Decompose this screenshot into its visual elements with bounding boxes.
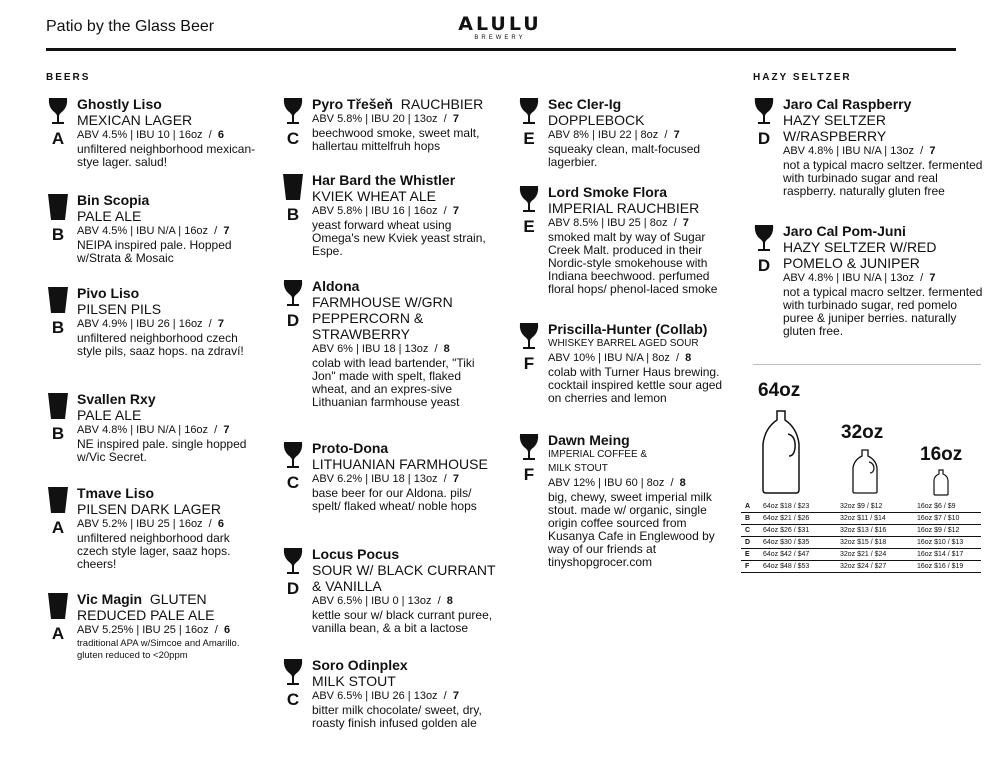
seltzer-stats: ABV 4.8% | IBU N/A | 13oz / 7 [783,145,936,157]
beer-price: 7 [452,690,459,702]
beers-section-label: BEERS [46,72,91,83]
beer-abv-ibu-size: ABV 6.5% | IBU 26 | 13oz [312,690,438,702]
beer-style: FARMHOUSE W/GRN PEPPERCORN & STRAWBERRY [312,294,453,342]
teku-glass-icon [281,278,305,308]
seltzer-abv-ibu-size: ABV 4.8% | IBU N/A | 13oz [783,145,915,157]
price-grade: A [51,129,65,148]
beer-name: Ghostly Liso [77,96,162,112]
beer-price: 6 [223,624,231,636]
beer-abv-ibu-size: ABV 5.8% | IBU 20 | 13oz [312,113,438,125]
price-grade: A [51,518,65,537]
beer-item-tmave-liso [51,485,262,571]
table-cell-16oz: 16oz $10 / $13 [917,539,964,546]
beer-name: Dawn Meing [548,432,630,448]
seltzer-item-raspberry [757,96,983,198]
table-cell-grade: C [745,527,751,534]
table-cell-32oz: 32oz $15 / $18 [840,539,887,546]
beer-abv-ibu-size: ABV 5.8% | IBU 16 | 16oz [312,205,438,217]
beer-price: 7 [452,113,459,125]
table-cell-64oz: 64oz $26 / $31 [763,527,810,534]
beer-price: 8 [679,477,686,489]
table-row [741,525,981,537]
beer-price: 6 [217,518,224,530]
seltzer-price: 7 [929,272,936,284]
beer-name-text: Pyro Třešeň [312,96,393,112]
brewery-logo [454,14,546,42]
beer-abv-ibu-size: ABV 10% | IBU N/A | 8oz [548,352,670,364]
seltzer-item-pom-juni [757,223,983,338]
beer-abv-ibu-size: ABV 8% | IBU 22 | 8oz [548,129,659,141]
beer-abv-ibu-size: ABV 8.5% | IBU 25 | 8oz [548,217,668,229]
table-cell-32oz: 32oz $11 / $14 [840,515,886,522]
beer-name: Soro Odinplex [312,657,408,673]
table-cell-16oz: 16oz $14 / $17 [917,551,964,558]
beer-price: 6 [217,129,224,141]
beer-description: colab with Turner Haus brewing. cocktail inspired kettle sour aged on cherries and lemon [548,365,723,405]
beer-stats: ABV 8% | IBU 22 | 8oz / 7 [548,129,680,141]
beer-description: kettle sour w/ black currant puree, vanilla bean, & a bit a lactose [312,608,493,635]
header-rule [46,48,956,51]
beer-price: 7 [223,424,230,436]
price-grade: D [286,579,300,598]
beer-price: 7 [452,205,459,217]
table-cell-64oz: 64oz $30 / $35 [763,539,810,546]
beer-item-lord-smoke-flora [523,184,733,296]
beer-style: REDUCED PALE ALE [77,607,215,623]
seltzer-name: Jaro Cal Raspberry [783,96,912,112]
beer-name: Svallen Rxy [77,391,156,407]
table-cell-64oz: 64oz $42 / $47 [763,551,810,558]
beer-description: unfiltered neighborhood dark czech style lager, saaz hops. cheers! [77,531,231,571]
growler-size-64oz: 64oz [758,380,801,401]
table-cell-32oz: 32oz $24 / $27 [840,563,887,570]
table-cell-grade: B [745,515,751,522]
beer-name [312,96,497,112]
price-grade: B [51,318,65,337]
beer-style-inline: GLUTEN [149,591,207,607]
beer-item-ghostly-liso [51,96,262,169]
beer-item-vic-magin [51,591,262,662]
beer-style: LITHUANIAN FARMHOUSE [312,456,488,472]
beer-stats: ABV 6% | IBU 18 | 13oz / 8 [312,343,450,355]
price-grade: F [523,465,535,484]
beer-description: traditional APA w/Simcoe and Amarillo. gluten reduced to <20ppm [77,638,240,661]
beer-stats: ABV 12% | IBU 60 | 8oz / 8 [548,477,686,489]
beer-item-proto-dona [286,440,497,513]
beer-style: PILSEN PILS [77,301,162,317]
beer-name: Pivo Liso [77,285,140,301]
beer-style: IMPERIAL RAUCHBIER [548,200,700,216]
table-row [741,513,981,525]
beer-description: unfiltered neighborhood mexican-stye lager. salud! [77,142,256,169]
pint-glass-icon [46,485,70,515]
beer-abv-ibu-size: ABV 4.5% | IBU 10 | 16oz [77,129,203,141]
beer-name: Priscilla-Hunter (Collab) [548,321,708,337]
beer-style: PILSEN DARK LAGER [77,501,221,517]
beer-name: Bin Scopia [77,192,150,208]
beer-name: Sec Cler-Ig [548,96,622,112]
beer-name: Lord Smoke Flora [548,184,668,200]
growler-16oz-icon [932,469,950,496]
teku-glass-icon [281,440,305,470]
table-cell-16oz: 16oz $16 / $19 [917,563,964,570]
table-cell-32oz: 32oz $21 / $24 [840,551,887,558]
beer-stats: ABV 4.9% | IBU 26 | 16oz / 7 [77,318,224,330]
growler-size-16oz: 16oz [920,444,963,465]
beer-price: 7 [223,225,230,237]
beer-item-svallen-rxy [51,391,262,464]
beer-description: colab with lead bartender, "Tiki Jon" made with spelt, flaked wheat, and an expres-sive Lithuanian farmhouse yeast [312,356,475,409]
growler-32oz-icon [851,448,879,495]
teku-glass-icon [517,432,541,462]
beer-item-sec-cler-ig [523,96,733,169]
beer-description: base beer for our Aldona. pils/ spelt/ flaked wheat/ noble hops [312,486,477,513]
beer-item-locus-pocus [286,546,497,635]
seltzer-style: HAZY SELTZER W/RASPBERRY [783,112,887,144]
beer-item-soro-odinplex [286,657,497,730]
beer-price: 8 [443,343,450,355]
beer-description: beechwood smoke, sweet malt, hallertau mittelfruh hops [312,126,480,153]
beer-stats: ABV 4.8% | IBU N/A | 16oz / 7 [77,424,230,436]
table-cell-32oz: 32oz $9 / $12 [840,503,883,510]
price-grade: D [757,256,771,275]
seltzer-description: not a typical macro seltzer. fermented with turbinado sugar, red pomelo puree & juniper berries. naturally gluten free. [783,285,983,338]
logo-wordmark: ALULU [458,13,542,35]
beer-style: MEXICAN LAGER [77,112,193,128]
beer-item-pivo-liso [51,285,262,358]
price-grade: C [286,473,300,492]
price-grade: A [51,624,65,643]
beer-description: unfiltered neighborhood czech style pils, saaz hops. na zdraví! [77,331,244,358]
logo-subtitle: BREWERY [474,35,526,41]
beer-name [77,591,262,607]
beer-abv-ibu-size: ABV 5.25% | IBU 25 | 16oz [77,624,209,636]
beer-item-priscilla-hunter [523,321,733,405]
teku-glass-icon [752,223,776,253]
beer-abv-ibu-size: ABV 4.8% | IBU N/A | 16oz [77,424,209,436]
beer-name: Locus Pocus [312,546,400,562]
teku-glass-icon [46,96,70,126]
pint-glass-icon [46,192,70,222]
beer-style: WHISKEY BARREL AGED SOUR [548,338,699,349]
price-grade: E [523,217,535,236]
beer-description: NEIPA inspired pale. Hopped w/Strata & Mosaic [77,238,232,265]
beer-stats: ABV 6.5% | IBU 26 | 13oz / 7 [312,690,459,702]
price-grade: F [523,354,535,373]
pint-glass-icon [281,172,305,202]
beer-style: KVIEK WHEAT ALE [312,188,436,204]
seltzer-abv-ibu-size: ABV 4.8% | IBU N/A | 13oz [783,272,915,284]
seltzer-price: 7 [929,145,936,157]
seltzer-stats: ABV 4.8% | IBU N/A | 13oz / 7 [783,272,936,284]
table-cell-16oz: 16oz $7 / $10 [917,515,960,522]
beer-name: Tmave Liso [77,485,155,501]
beer-stats: ABV 8.5% | IBU 25 | 8oz / 7 [548,217,689,229]
beer-description: squeaky clean, malt-focused lagerbier. [548,142,701,169]
growler-64oz-icon [759,408,803,495]
table-row [741,561,981,573]
table-cell-64oz: 64oz $21 / $26 [763,515,810,522]
beer-stats: ABV 6.5% | IBU 0 | 13oz / 8 [312,595,453,607]
seltzer-section-label: HAZY SELTZER [753,72,852,83]
teku-glass-icon [281,96,305,126]
price-grade: D [286,311,300,330]
beer-name: Har Bard the Whistler [312,172,456,188]
seltzer-style: HAZY SELTZER W/RED POMELO & JUNIPER [783,239,937,271]
beer-abv-ibu-size: ABV 6.5% | IBU 0 | 13oz [312,595,432,607]
beer-stats: ABV 6.2% | IBU 18 | 13oz / 7 [312,473,459,485]
price-grade: B [286,205,300,224]
table-row [741,549,981,561]
table-cell-32oz: 32oz $13 / $16 [840,527,887,534]
growler-price-table [741,501,981,573]
beer-item-har-bard [286,172,497,258]
beer-abv-ibu-size: ABV 6.2% | IBU 18 | 13oz [312,473,438,485]
beer-item-pyro-tresen [286,96,497,153]
table-cell-grade: D [745,539,751,546]
beer-name-text: Vic Magin [77,591,143,607]
beer-abv-ibu-size: ABV 5.2% | IBU 25 | 16oz [77,518,203,530]
price-grade: D [757,129,771,148]
beer-abv-ibu-size: ABV 6% | IBU 18 | 13oz [312,343,429,355]
beer-price: 8 [685,352,692,364]
pint-glass-icon [46,285,70,315]
beer-stats: ABV 5.25% | IBU 25 | 16oz / 6 [77,624,231,636]
price-grade: B [51,225,65,244]
beer-style: SOUR W/ BLACK CURRANT & VANILLA [312,562,496,594]
page-title: Patio by the Glass Beer [46,18,215,35]
beer-description: NE inspired pale. single hopped w/Vic Secret. [77,437,247,464]
beer-price: 7 [682,217,689,229]
pint-glass-icon [46,391,70,421]
beer-item-aldona [286,278,497,409]
beer-price: 7 [452,473,459,485]
price-grade: B [51,424,65,443]
price-grade: C [286,690,300,709]
beer-item-dawn-meing [523,432,733,569]
teku-glass-icon [752,96,776,126]
beer-price: 7 [673,129,680,141]
beer-abv-ibu-size: ABV 12% | IBU 60 | 8oz [548,477,665,489]
beer-description: bitter milk chocolate/ sweet, dry, roasty finish infused golden ale [312,703,482,730]
teku-glass-icon [281,546,305,576]
teku-glass-icon [517,321,541,351]
beer-item-bin-scopia [51,192,262,265]
beer-stats: ABV 4.5% | IBU 10 | 16oz / 6 [77,129,224,141]
beer-description: big, chewy, sweet imperial milk stout. made w/ organic, single origin coffee sourced from Kusanya Cafe in Englewood by way of our friends at tinyshopgrocer.com [548,490,715,569]
beer-style: MILK STOUT [312,673,396,689]
table-cell-grade: F [745,563,750,570]
price-grade: E [523,129,535,148]
beer-style: DOPPLEBOCK [548,112,645,128]
beer-price: 7 [217,318,224,330]
beer-style: PALE ALE [77,407,142,423]
divider [753,364,981,365]
teku-glass-icon [517,184,541,214]
beer-stats: ABV 4.5% | IBU N/A | 16oz / 7 [77,225,230,237]
table-cell-grade: E [745,551,750,558]
beer-price: 8 [446,595,453,607]
beer-stats: ABV 10% | IBU N/A | 8oz / 8 [548,352,692,364]
teku-glass-icon [517,96,541,126]
beer-style: IMPERIAL COFFEE & MILK STOUT [548,449,648,474]
beer-name: Proto-Dona [312,440,389,456]
seltzer-description: not a typical macro seltzer. fermented with turbinado sugar and real raspberry. naturally gluten free [783,158,983,198]
table-cell-64oz: 64oz $18 / $23 [763,503,810,510]
beer-stats: ABV 5.2% | IBU 25 | 16oz / 6 [77,518,224,530]
beer-description: yeast forward wheat using Omega's new Kviek yeast strain, Espe. [312,218,486,258]
growler-size-32oz: 32oz [841,422,884,443]
table-cell-16oz: 16oz $9 / $12 [917,527,960,534]
table-cell-64oz: 64oz $48 / $53 [763,563,810,570]
beer-description: smoked malt by way of Sugar Creek Malt. produced in their Nordic-style smokehouse with Indiana beechwood. perfumed floral hops/ phenol-laced smoke [548,230,718,296]
seltzer-name: Jaro Cal Pom-Juni [783,223,906,239]
teku-glass-icon [281,657,305,687]
beer-stats: ABV 5.8% | IBU 20 | 13oz / 7 [312,113,459,125]
beer-style-inline: RAUCHBIER [400,96,484,112]
beer-name: Aldona [312,278,360,294]
beer-style: PALE ALE [77,208,142,224]
beer-abv-ibu-size: ABV 4.5% | IBU N/A | 16oz [77,225,209,237]
beer-stats: ABV 5.8% | IBU 16 | 16oz / 7 [312,205,459,217]
table-cell-grade: A [745,503,751,510]
pint-glass-icon [46,591,70,621]
beer-abv-ibu-size: ABV 4.9% | IBU 26 | 16oz [77,318,203,330]
table-row [741,537,981,549]
price-grade: C [286,129,300,148]
table-row [741,501,981,513]
table-cell-16oz: 16oz $6 / $9 [917,503,956,510]
